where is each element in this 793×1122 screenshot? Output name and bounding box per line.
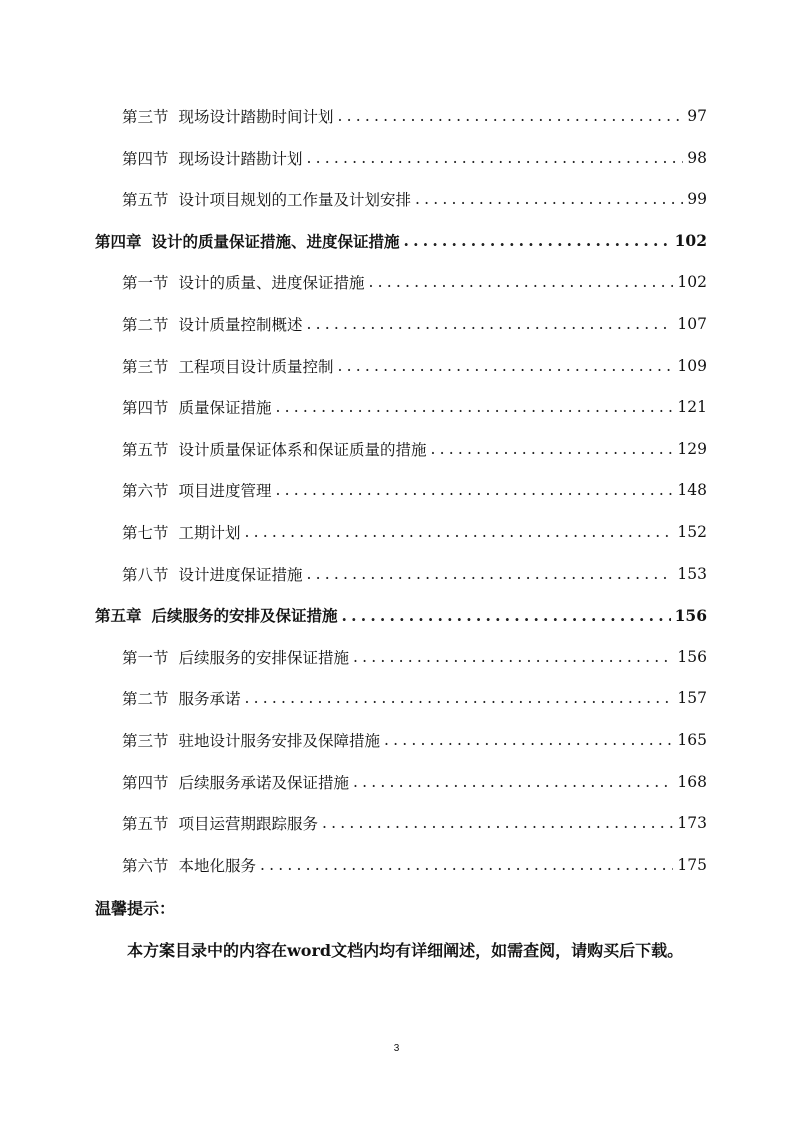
toc-entry-label bbox=[122, 147, 303, 169]
dot-leader bbox=[276, 398, 674, 416]
toc-entry-title: 本地化服务 bbox=[178, 856, 257, 875]
toc-entry-number: 第四节 bbox=[122, 149, 169, 168]
toc-entry-page: 97 bbox=[687, 107, 707, 125]
toc-entry-label bbox=[122, 105, 334, 127]
dot-leader bbox=[245, 523, 674, 541]
toc-entry-title: 设计质量控制概述 bbox=[178, 316, 303, 334]
dot-leader bbox=[307, 565, 674, 583]
toc-entry-title: 现场设计踏勘计划 bbox=[178, 149, 303, 168]
toc-entry-title: 设计进度保证措施 bbox=[178, 565, 303, 584]
toc-entry-page: 102 bbox=[674, 231, 707, 251]
dot-leader bbox=[353, 648, 673, 666]
toc-entry-label bbox=[122, 271, 365, 293]
toc-entry-number: 第二节 bbox=[122, 316, 169, 334]
toc-entry-number: 第四节 bbox=[122, 773, 169, 792]
toc-entry-number: 第二节 bbox=[122, 690, 169, 709]
dot-leader bbox=[384, 731, 673, 749]
toc-entry-chapter[interactable] bbox=[95, 603, 707, 627]
toc-entry-number: 第三节 bbox=[122, 108, 169, 126]
toc-entry-section[interactable] bbox=[122, 354, 707, 378]
toc-entry-number: 第六节 bbox=[122, 482, 169, 501]
toc-entry-title: 后续服务的安排保证措施 bbox=[178, 648, 350, 667]
toc-entry-section[interactable] bbox=[122, 478, 707, 502]
toc-entry-title: 服务承诺 bbox=[178, 690, 241, 709]
toc-entry-page: 129 bbox=[677, 439, 707, 458]
toc-entry-number: 第四节 bbox=[122, 399, 169, 418]
dot-leader bbox=[415, 190, 683, 208]
toc-entry-number: 第五节 bbox=[122, 191, 169, 210]
toc-entry-title: 质量保证措施 bbox=[178, 399, 272, 418]
toc-entry-section[interactable] bbox=[122, 728, 707, 752]
dot-leader bbox=[353, 773, 673, 791]
toc-entry-label bbox=[122, 563, 303, 585]
dot-leader bbox=[338, 357, 674, 375]
toc-entry-label bbox=[122, 313, 303, 335]
toc-entry-page: 99 bbox=[687, 190, 707, 209]
toc-entry-page: 156 bbox=[674, 605, 707, 625]
toc-entry-label bbox=[122, 646, 349, 668]
toc-entry-title: 后续服务的安排及保证措施 bbox=[151, 606, 338, 626]
toc-entry-label bbox=[122, 687, 241, 709]
toc-entry-number: 第八节 bbox=[122, 565, 169, 584]
toc-entry-page: 168 bbox=[677, 772, 707, 791]
toc-entry-number: 第五章 bbox=[95, 606, 142, 626]
toc-entry-title: 设计的质量保证措施、进度保证措施 bbox=[151, 231, 400, 251]
dot-leader bbox=[431, 440, 674, 458]
toc-entry-section[interactable] bbox=[122, 437, 707, 461]
toc-entry-page: 98 bbox=[687, 148, 707, 167]
toc-entry-label bbox=[122, 771, 349, 793]
toc-entry-label bbox=[95, 604, 338, 626]
toc-entry-page: 173 bbox=[677, 814, 707, 833]
toc-entry-title: 后续服务承诺及保证措施 bbox=[178, 773, 350, 792]
toc-entry-title: 项目进度管理 bbox=[178, 482, 272, 501]
toc-entry-section[interactable] bbox=[122, 686, 707, 710]
dot-leader bbox=[245, 689, 674, 707]
dot-leader bbox=[322, 814, 673, 832]
toc-entry-title: 设计质量保证体系和保证质量的措施 bbox=[178, 440, 427, 459]
toc-entry-page: 148 bbox=[677, 481, 707, 500]
toc-entry-label bbox=[122, 355, 334, 377]
toc-entry-title: 项目运营期跟踪服务 bbox=[178, 815, 319, 834]
toc-entry-label bbox=[122, 854, 256, 876]
dot-leader bbox=[276, 481, 674, 499]
toc-entry-section[interactable] bbox=[122, 312, 707, 336]
dot-leader bbox=[307, 315, 674, 333]
toc-entry-page: 107 bbox=[677, 315, 707, 333]
tip-heading: 温馨提示： bbox=[95, 899, 176, 918]
toc-entry-section[interactable] bbox=[122, 146, 707, 170]
toc-entry-label bbox=[95, 230, 400, 252]
page-number: 3 bbox=[393, 1043, 400, 1054]
toc-entry-title: 现场设计踏勘时间计划 bbox=[178, 108, 334, 126]
toc-entry-label bbox=[122, 812, 318, 834]
toc-entry-section[interactable] bbox=[122, 562, 707, 586]
toc-entry-section[interactable] bbox=[122, 104, 707, 128]
toc-entry-label bbox=[122, 479, 272, 501]
toc-entry-page: 175 bbox=[677, 855, 707, 874]
dot-leader bbox=[260, 856, 673, 874]
toc-entry-page: 153 bbox=[677, 564, 707, 583]
toc-entry-page: 165 bbox=[677, 731, 707, 749]
toc-entry-number: 第三节 bbox=[122, 357, 169, 376]
toc-entry-number: 第三节 bbox=[122, 732, 169, 750]
toc-entry-section[interactable] bbox=[122, 270, 707, 294]
toc-entry-chapter[interactable] bbox=[95, 229, 707, 253]
toc-entry-title: 设计项目规划的工作量及计划安排 bbox=[178, 191, 412, 210]
dot-leader bbox=[338, 107, 684, 125]
toc-entry-number: 第五节 bbox=[122, 815, 169, 834]
toc-entry-title: 工期计划 bbox=[178, 524, 241, 542]
toc-entry-page: 157 bbox=[677, 689, 707, 708]
toc-entry-section[interactable] bbox=[122, 811, 707, 835]
toc-entry-label bbox=[122, 396, 272, 418]
toc-entry-page: 109 bbox=[677, 356, 707, 375]
toc-entry-section[interactable] bbox=[122, 645, 707, 669]
toc-entry-label bbox=[122, 521, 241, 543]
toc-entry-section[interactable] bbox=[122, 770, 707, 794]
toc-entry-title: 设计的质量、进度保证措施 bbox=[178, 274, 365, 293]
toc-entry-number: 第七节 bbox=[122, 524, 169, 542]
dot-leader bbox=[404, 231, 671, 250]
toc-entry-number: 第五节 bbox=[122, 440, 169, 459]
toc-entry-page: 102 bbox=[677, 273, 707, 292]
toc-entry-section[interactable] bbox=[122, 187, 707, 211]
toc-entry-page: 121 bbox=[677, 398, 707, 417]
toc-entry-title: 驻地设计服务安排及保障措施 bbox=[178, 732, 381, 750]
toc-entry-number: 第六节 bbox=[122, 856, 169, 875]
toc-entry-number: 第一节 bbox=[122, 274, 169, 293]
dot-leader bbox=[369, 273, 674, 291]
toc-entry-section[interactable] bbox=[122, 853, 707, 877]
toc-entry-number: 第四章 bbox=[95, 231, 142, 251]
toc-entry-label bbox=[122, 729, 380, 751]
dot-leader bbox=[342, 606, 671, 625]
toc-entry-title: 工程项目设计质量控制 bbox=[178, 357, 334, 376]
toc-entry-label bbox=[122, 188, 411, 210]
tip-body: 本方案目录中的内容在word文档内均有详细阐述，如需查阅，请购买后下载。 bbox=[127, 941, 684, 960]
toc-entry-label bbox=[122, 438, 427, 460]
toc-entry-page: 156 bbox=[677, 647, 707, 666]
toc-entry-section[interactable] bbox=[122, 520, 707, 544]
dot-leader bbox=[307, 149, 684, 167]
toc-entry-page: 152 bbox=[677, 523, 707, 541]
toc-entry-number: 第一节 bbox=[122, 648, 169, 667]
toc-entry-section[interactable] bbox=[122, 395, 707, 419]
